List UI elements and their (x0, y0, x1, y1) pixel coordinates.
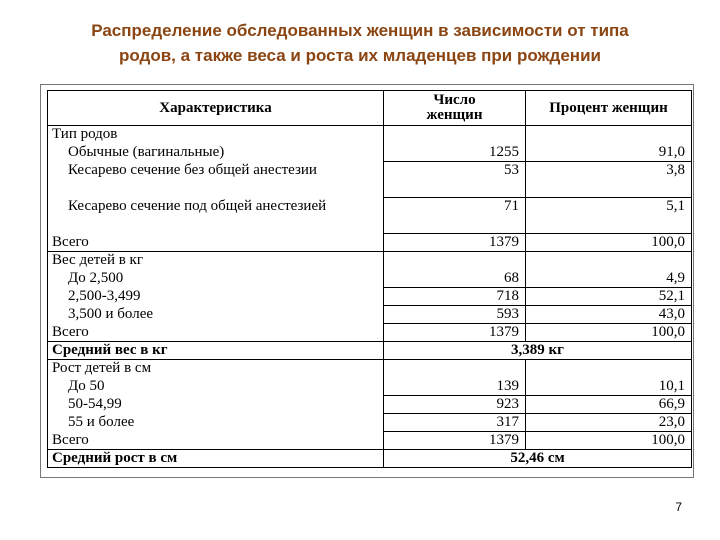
table-row (48, 288, 692, 306)
section-label: Вес детей в кг (48, 252, 384, 270)
count-cell: 71 (384, 198, 526, 234)
count-cell: 139 (384, 378, 526, 396)
table-row (48, 144, 692, 162)
table-row (48, 396, 692, 414)
percent-cell (526, 360, 692, 378)
percent-cell: 10,1 (526, 378, 692, 396)
data-table (47, 90, 692, 468)
row-label: До 2,500 (48, 270, 384, 288)
count-cell: 53 (384, 162, 526, 198)
page-number: 7 (675, 500, 682, 514)
summary-label: Средний рост в см (48, 450, 384, 468)
percent-cell: 91,0 (526, 144, 692, 162)
row-label: 2,500-3,499 (48, 288, 384, 306)
header-count: Число женщин (384, 91, 526, 126)
row-label: До 50 (48, 378, 384, 396)
table-row (48, 306, 692, 324)
table-row (48, 342, 692, 360)
table-row (48, 378, 692, 396)
percent-cell (526, 252, 692, 270)
count-cell: 923 (384, 396, 526, 414)
count-cell: 1379 (384, 234, 526, 252)
count-cell: 593 (384, 306, 526, 324)
count-cell: 1255 (384, 144, 526, 162)
count-cell: 317 (384, 414, 526, 432)
count-cell: 718 (384, 288, 526, 306)
title-line-2: родов, а также веса и роста их младенцев при рождении (119, 46, 601, 65)
row-label: Всего (48, 432, 384, 450)
table-row (48, 450, 692, 468)
table-row (48, 360, 692, 378)
section-label: Тип родов (48, 126, 384, 144)
table-row (48, 432, 692, 450)
count-cell (384, 126, 526, 144)
table-row (48, 324, 692, 342)
percent-cell: 43,0 (526, 306, 692, 324)
table-row (48, 162, 692, 198)
summary-label: Средний вес в кг (48, 342, 384, 360)
row-label: 50-54,99 (48, 396, 384, 414)
section-label: Рост детей в см (48, 360, 384, 378)
percent-cell: 100,0 (526, 324, 692, 342)
count-cell: 68 (384, 270, 526, 288)
title-line-1: Распределение обследованных женщин в зависимости от типа (91, 21, 629, 40)
percent-cell: 100,0 (526, 234, 692, 252)
row-label: 3,500 и более (48, 306, 384, 324)
header-percent: Процент женщин (526, 91, 692, 126)
count-cell (384, 360, 526, 378)
percent-cell: 23,0 (526, 414, 692, 432)
table-row (48, 270, 692, 288)
count-cell: 1379 (384, 432, 526, 450)
row-label: 55 и более (48, 414, 384, 432)
percent-cell: 5,1 (526, 198, 692, 234)
row-label: Кесарево сечение без общей анестезии (48, 162, 384, 198)
count-cell (384, 252, 526, 270)
percent-cell (526, 126, 692, 144)
percent-cell: 4,9 (526, 270, 692, 288)
table-row (48, 414, 692, 432)
average-height-value: 52,46 см (384, 450, 692, 468)
row-label: Обычные (вагинальные) (48, 144, 384, 162)
count-cell: 1379 (384, 324, 526, 342)
percent-cell: 52,1 (526, 288, 692, 306)
average-weight-value: 3,389 кг (384, 342, 692, 360)
row-label: Кесарево сечение под общей анестезией (48, 198, 384, 234)
percent-cell: 66,9 (526, 396, 692, 414)
percent-cell: 3,8 (526, 162, 692, 198)
row-label: Всего (48, 324, 384, 342)
header-row (48, 91, 692, 126)
table-row (48, 252, 692, 270)
header-characteristic: Характеристика (48, 91, 384, 126)
table-row (48, 234, 692, 252)
table-row (48, 126, 692, 144)
slide-title (30, 18, 690, 68)
percent-cell: 100,0 (526, 432, 692, 450)
table-row (48, 198, 692, 234)
row-label: Всего (48, 234, 384, 252)
table-frame (40, 84, 694, 478)
